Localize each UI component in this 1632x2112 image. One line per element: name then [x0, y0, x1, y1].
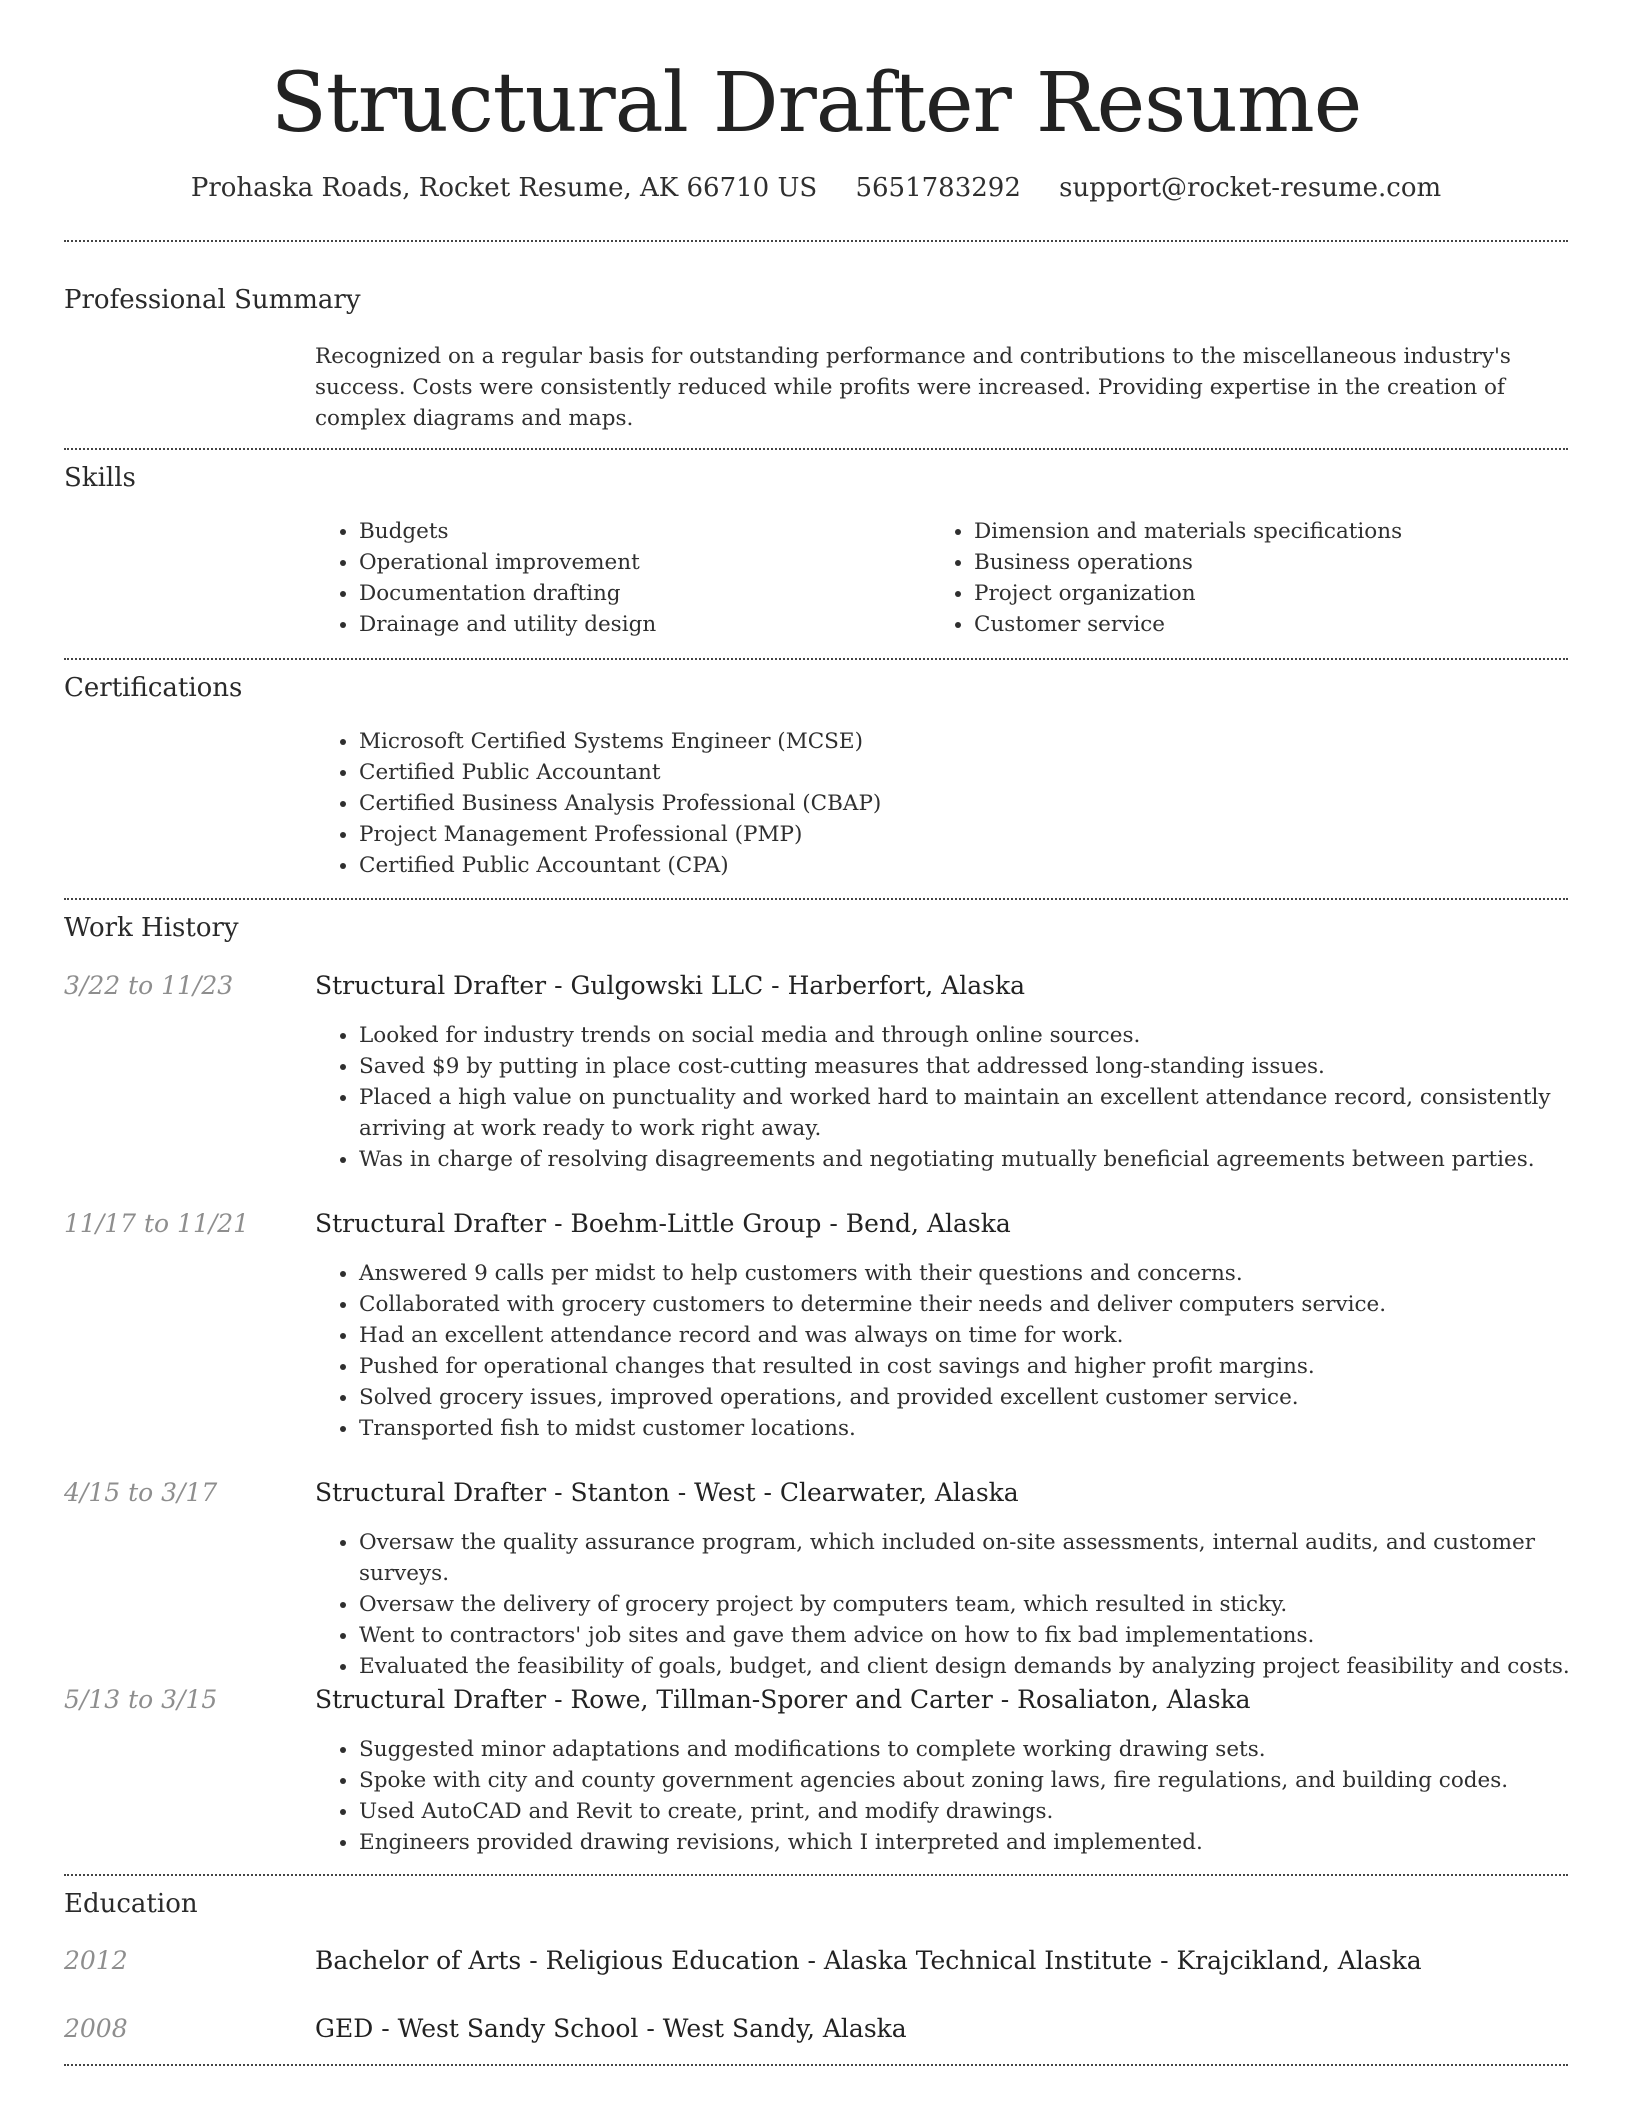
education-year: 2008: [64, 2014, 128, 2043]
job-title: Structural Drafter - Stanton - West - Clearwater, Alaska: [315, 1478, 1019, 1507]
job-bullet: • Solved grocery issues, improved operations, and provided excellent customer service.: [359, 1382, 1609, 1413]
job-bullet: • Oversaw the quality assurance program, which included on-site assessments, internal audits, and customer surveys.: [359, 1527, 1609, 1589]
skill-item: • Drainage and utility design: [359, 609, 919, 640]
education-heading: Education: [64, 1889, 198, 1919]
job-title: Structural Drafter - Boehm-Little Group - Bend, Alaska: [315, 1209, 1011, 1238]
certification-item: • Certified Business Analysis Professional (CBAP): [359, 788, 1559, 819]
skill-item: • Budgets: [359, 516, 919, 547]
contact-line: [0, 170, 1632, 206]
job-bullet: • Engineers provided drawing revisions, which I interpreted and implemented.: [359, 1827, 1609, 1858]
education-degree: Bachelor of Arts - Religious Education - Alaska Technical Institute - Krajcikland, Alaska: [315, 1946, 1422, 1975]
contact-address: Prohaska Roads, Rocket Resume, AK 66710 US: [190, 173, 818, 203]
skill-item: • Customer service: [974, 609, 1594, 640]
job-dates: 5/13 to 3/15: [64, 1685, 218, 1714]
job-bullet: • Suggested minor adaptations and modifications to complete working drawing sets.: [359, 1734, 1609, 1765]
skill-item: • Operational improvement: [359, 547, 919, 578]
job-bullet: • Had an excellent attendance record and was always on time for work.: [359, 1320, 1609, 1351]
job-dates: 4/15 to 3/17: [64, 1478, 218, 1507]
skills-list-left: [315, 516, 919, 640]
divider: [64, 658, 1568, 660]
job-dates: 3/22 to 11/23: [64, 971, 234, 1000]
job-bullet: • Pushed for operational changes that resulted in cost savings and higher profit margins.: [359, 1351, 1609, 1382]
education-degree: GED - West Sandy School - West Sandy, Alaska: [315, 2014, 907, 2043]
certification-item: • Certified Public Accountant: [359, 757, 1559, 788]
job-bullets: [315, 1258, 1609, 1444]
education-year: 2012: [64, 1946, 128, 1975]
job-dates: 11/17 to 11/21: [64, 1209, 250, 1238]
job-bullets: [315, 1020, 1609, 1175]
job-bullet: • Used AutoCAD and Revit to create, print, and modify drawings.: [359, 1796, 1609, 1827]
skill-item: • Dimension and materials specifications: [974, 516, 1594, 547]
job-bullet: • Evaluated the feasibility of goals, budget, and client design demands by analyzing project feasibility and costs.: [359, 1651, 1609, 1682]
certifications-heading: Certifications: [64, 673, 243, 703]
certifications-list: [315, 726, 1559, 881]
contact-email: support@rocket-resume.com: [1059, 173, 1442, 203]
work-heading: Work History: [64, 913, 239, 943]
job-bullets: [315, 1527, 1609, 1682]
job-bullet: • Oversaw the delivery of grocery project by computers team, which resulted in sticky.: [359, 1589, 1609, 1620]
job-title: Structural Drafter - Rowe, Tillman-Sporer and Carter - Rosaliaton, Alaska: [315, 1685, 1251, 1714]
summary-text: Recognized on a regular basis for outstanding performance and contributions to the miscellaneous industry's success. Costs were consistently reduced while profits were increased. Providing expertise in the creation of complex diagrams and maps.: [315, 344, 1511, 431]
job-bullet: • Spoke with city and county government agencies about zoning laws, fire regulations, and building codes.: [359, 1765, 1609, 1796]
divider: [64, 448, 1568, 450]
divider: [64, 2064, 1568, 2066]
job-bullet: • Was in charge of resolving disagreements and negotiating mutually beneficial agreements between parties.: [359, 1144, 1609, 1175]
job-bullet: • Transported fish to midst customer locations.: [359, 1413, 1609, 1444]
certification-item: • Microsoft Certified Systems Engineer (MCSE): [359, 726, 1559, 757]
certification-item: • Certified Public Accountant (CPA): [359, 850, 1559, 881]
skill-item: • Project organization: [974, 578, 1594, 609]
job-bullet: • Collaborated with grocery customers to determine their needs and deliver computers service.: [359, 1289, 1609, 1320]
resume-title: Structural Drafter Resume: [270, 56, 1362, 151]
skill-item: • Business operations: [974, 547, 1594, 578]
job-bullet: • Went to contractors' job sites and gave them advice on how to fix bad implementations.: [359, 1620, 1609, 1651]
job-bullet: • Placed a high value on punctuality and worked hard to maintain an excellent attendance record, consistently arriving at work ready to work right away.: [359, 1082, 1609, 1144]
divider: [64, 240, 1568, 242]
divider: [64, 898, 1568, 900]
contact-phone: 5651783292: [855, 173, 1021, 203]
divider: [64, 1874, 1568, 1876]
job-title: Structural Drafter - Gulgowski LLC - Harberfort, Alaska: [315, 971, 1026, 1000]
certification-item: • Project Management Professional (PMP): [359, 819, 1559, 850]
job-bullets: [315, 1734, 1609, 1858]
job-bullet: • Looked for industry trends on social media and through online sources.: [359, 1020, 1609, 1051]
job-bullet: • Saved $9 by putting in place cost-cutting measures that addressed long-standing issues.: [359, 1051, 1609, 1082]
skills-heading: Skills: [64, 463, 136, 493]
skill-item: • Documentation drafting: [359, 578, 919, 609]
job-bullet: • Answered 9 calls per midst to help customers with their questions and concerns.: [359, 1258, 1609, 1289]
summary-heading: Professional Summary: [64, 285, 361, 315]
skills-list-right: [930, 516, 1594, 640]
